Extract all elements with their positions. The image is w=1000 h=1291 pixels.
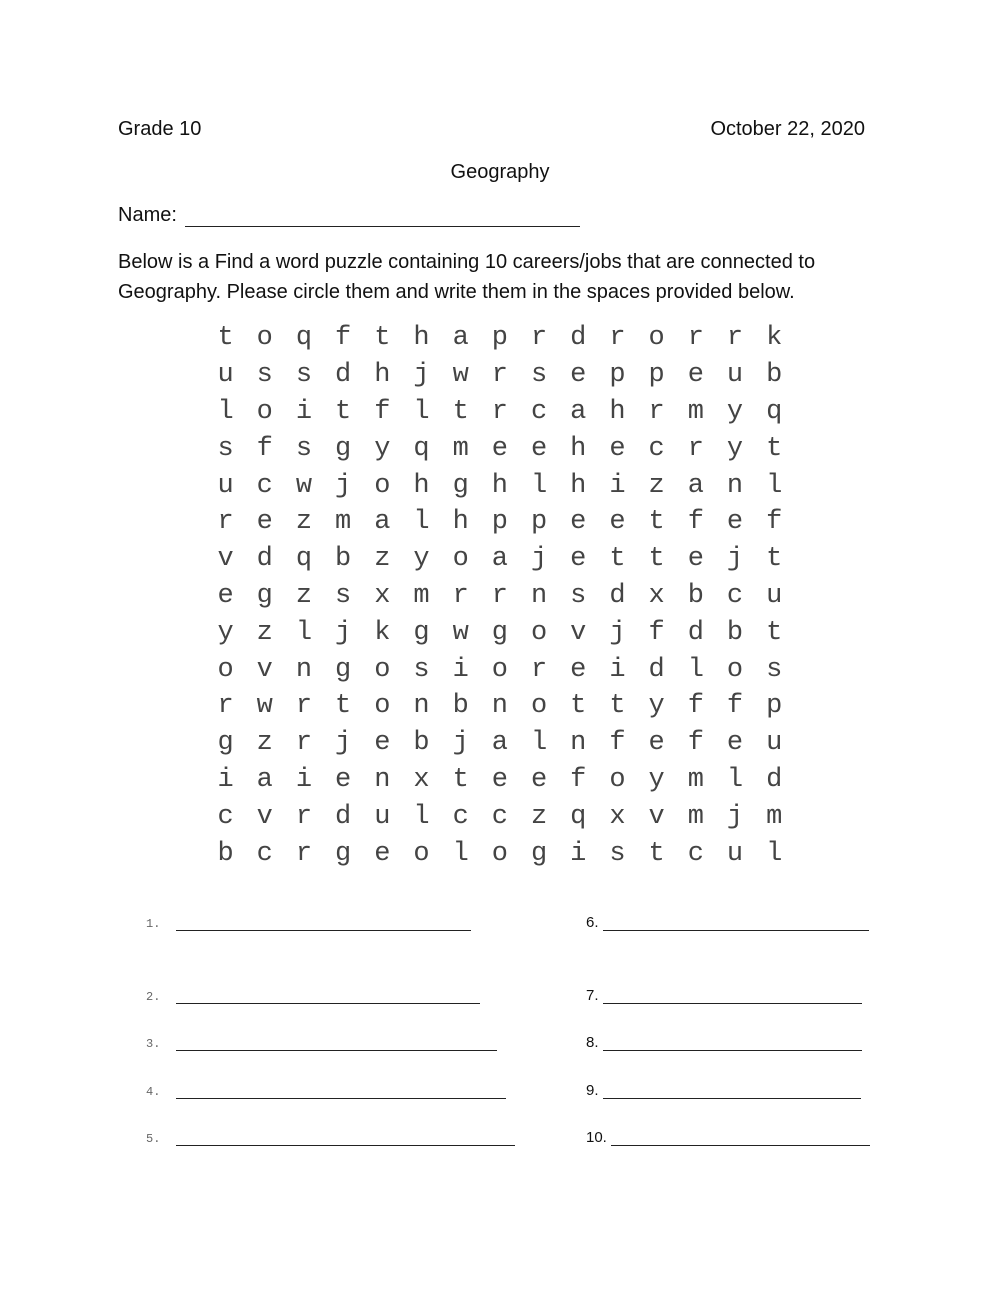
grid-letter[interactable]: t [609,691,626,722]
grid-row [206,835,794,872]
grid-letter[interactable]: j [335,470,352,501]
grid-letter[interactable]: j [452,728,469,759]
grid-letter[interactable]: t [335,396,352,427]
grid-letter[interactable]: u [217,360,234,391]
grid-letter[interactable]: l [452,838,469,869]
grid-letter[interactable]: m [687,801,704,832]
grid-letter[interactable]: t [374,323,391,354]
grid-row [206,430,794,467]
grid-letter[interactable]: z [295,507,313,538]
answer-number: 4. [146,1085,161,1099]
grid-letter[interactable]: v [256,801,273,832]
answer-line[interactable] [176,1036,497,1051]
grid-letter[interactable]: h [413,323,430,354]
answer-9 [586,1082,861,1099]
grid-letter[interactable]: o [374,470,391,501]
answer-7 [586,987,862,1004]
grid-letter[interactable]: n [413,691,430,722]
grid-letter[interactable]: i [295,396,313,427]
grid-letter[interactable]: d [335,801,352,832]
grid-letter[interactable]: c [256,838,273,869]
grid-letter[interactable]: g [413,617,430,648]
grid-row [206,614,794,651]
grid-letter[interactable]: g [530,838,548,869]
grid-row [206,394,794,431]
grid-row [206,651,794,688]
word-search-grid[interactable] [206,320,794,872]
answer-line[interactable] [603,916,869,931]
name-label: Name: [118,204,177,226]
grid-letter[interactable]: f [687,691,704,722]
grid-letter[interactable]: e [609,507,626,538]
grid-letter[interactable]: e [374,838,391,869]
grid-letter[interactable]: t [766,433,783,464]
grid-letter[interactable]: v [256,654,273,685]
grid-letter[interactable]: e [491,433,508,464]
grid-letter[interactable]: i [217,764,234,795]
answer-number: 3. [146,1037,161,1051]
grid-letter[interactable]: f [726,691,744,722]
grid-letter[interactable]: t [452,396,469,427]
grid-letter[interactable]: g [256,580,273,611]
grid-letter[interactable]: g [335,433,352,464]
grid-letter[interactable]: d [648,654,665,685]
grid-letter[interactable]: h [374,360,391,391]
grid-letter[interactable]: a [452,323,469,354]
grid-letter[interactable]: e [726,728,744,759]
grid-letter[interactable]: t [452,764,469,795]
grid-letter[interactable]: h [413,470,430,501]
grid-letter[interactable]: o [648,323,665,354]
answer-10 [586,1129,870,1146]
grid-letter[interactable]: j [335,617,352,648]
grid-letter[interactable]: z [648,470,665,501]
grid-letter[interactable]: m [452,433,469,464]
grid-letter[interactable]: o [530,617,548,648]
grid-letter[interactable]: n [726,470,744,501]
grid-letter[interactable]: j [726,544,744,575]
grid-row [206,762,794,799]
grid-letter[interactable]: y [648,691,665,722]
grid-letter[interactable]: c [726,580,744,611]
grid-letter[interactable]: z [530,801,548,832]
grid-letter[interactable]: r [452,580,469,611]
grid-letter[interactable]: a [374,507,391,538]
grid-letter[interactable]: r [217,507,234,538]
grid-letter[interactable]: e [335,764,352,795]
grid-letter[interactable]: l [413,396,430,427]
grid-letter[interactable]: v [648,801,665,832]
answer-number: 7. [586,987,599,1004]
grid-letter[interactable]: v [217,544,234,575]
grid-letter[interactable]: p [648,360,665,391]
grid-letter[interactable]: k [766,323,783,354]
grid-letter[interactable]: c [687,838,704,869]
grid-letter[interactable]: r [491,396,508,427]
answer-number: 1. [146,917,161,931]
grid-letter[interactable]: y [726,396,744,427]
grid-letter[interactable]: q [413,433,430,464]
grid-letter[interactable]: i [452,654,469,685]
grid-letter[interactable]: b [452,691,469,722]
grid-letter[interactable]: t [609,544,626,575]
grid-letter[interactable]: f [609,728,626,759]
grid-letter[interactable]: d [609,580,626,611]
grid-letter[interactable]: v [570,617,587,648]
grid-letter[interactable]: r [217,691,234,722]
grid-row [206,688,794,725]
answer-2 [146,989,480,1004]
grid-letter[interactable]: s [766,654,783,685]
grid-letter[interactable]: e [609,433,626,464]
grid-letter[interactable]: y [648,764,665,795]
grid-letter[interactable]: p [609,360,626,391]
grid-row [206,467,794,504]
grid-letter[interactable]: h [570,433,587,464]
grid-row [206,357,794,394]
grid-letter[interactable]: n [530,580,548,611]
grid-letter[interactable]: j [609,617,626,648]
grid-letter[interactable]: e [256,507,273,538]
grid-letter[interactable]: f [687,728,704,759]
grid-letter[interactable]: x [374,580,391,611]
grid-letter[interactable]: l [530,470,548,501]
grid-letter[interactable]: e [570,654,587,685]
grid-row [206,725,794,762]
grid-letter[interactable]: t [217,323,234,354]
answer-3 [146,1036,497,1051]
grid-letter[interactable]: x [413,764,430,795]
answer-number: 2. [146,990,161,1004]
answer-number: 10. [586,1129,607,1146]
grid-letter[interactable]: e [648,728,665,759]
grid-row [206,798,794,835]
grid-letter[interactable]: j [413,360,430,391]
grid-letter[interactable]: q [295,323,313,354]
grid-letter[interactable]: g [335,838,352,869]
grid-letter[interactable]: n [295,654,313,685]
answer-number: 8. [586,1034,599,1051]
grid-letter[interactable]: s [609,838,626,869]
answer-line[interactable] [611,1131,870,1146]
grid-letter[interactable]: e [374,728,391,759]
grid-letter[interactable]: y [726,433,744,464]
grid-letter[interactable]: o [413,838,430,869]
grid-letter[interactable]: s [295,433,313,464]
grid-letter[interactable]: w [256,691,273,722]
grid-letter[interactable]: b [687,580,704,611]
grid-letter[interactable]: o [374,654,391,685]
grid-letter[interactable]: f [648,617,665,648]
grid-letter[interactable]: a [256,764,273,795]
grid-letter[interactable]: l [766,838,783,869]
grid-letter[interactable]: i [609,470,626,501]
grid-letter[interactable]: u [726,838,744,869]
grid-letter[interactable]: y [217,617,234,648]
grid-letter[interactable]: b [217,838,234,869]
grid-letter[interactable]: t [648,507,665,538]
grid-letter[interactable]: o [452,544,469,575]
grid-letter[interactable]: g [217,728,234,759]
grid-letter[interactable]: m [766,801,783,832]
grid-letter[interactable]: e [570,360,587,391]
grid-letter[interactable]: t [335,691,352,722]
instructions: Below is a Find a word puzzle containing 10 careers/jobs that are connected to Geography. Please circle them and write them in the spaces provided below. [118,251,816,303]
answer-line[interactable] [176,989,480,1004]
grid-letter[interactable]: d [256,544,273,575]
grid-letter[interactable]: c [452,801,469,832]
grid-letter[interactable]: y [374,433,391,464]
answer-line[interactable] [176,916,471,931]
grid-letter[interactable]: c [256,470,273,501]
answer-line[interactable] [603,1036,862,1051]
grid-letter[interactable]: r [295,691,313,722]
grid-letter[interactable]: a [491,728,508,759]
grid-letter[interactable]: r [609,323,626,354]
grid-letter[interactable]: t [648,544,665,575]
answer-6 [586,914,869,931]
grid-letter[interactable]: a [687,470,704,501]
grid-letter[interactable]: w [295,470,313,501]
answer-number: 9. [586,1082,599,1099]
grid-letter[interactable]: i [570,838,587,869]
grid-letter[interactable]: l [530,728,548,759]
grid-letter[interactable]: a [491,544,508,575]
grid-letter[interactable]: r [491,580,508,611]
grid-letter[interactable]: f [570,764,587,795]
grid-letter[interactable]: f [374,396,391,427]
grid-letter[interactable]: w [452,617,469,648]
grid-letter[interactable]: j [726,801,744,832]
grid-letter[interactable]: f [687,507,704,538]
grid-letter[interactable]: t [766,617,783,648]
grid-letter[interactable]: m [687,396,704,427]
grid-letter[interactable]: r [648,396,665,427]
grid-letter[interactable]: q [295,544,313,575]
grid-letter[interactable]: o [256,396,273,427]
grid-letter[interactable]: u [726,360,744,391]
grid-letter[interactable]: q [766,396,783,427]
grid-letter[interactable]: h [491,470,508,501]
grid-letter[interactable]: z [295,580,313,611]
grid-letter[interactable]: s [217,433,234,464]
grid-letter[interactable]: l [687,654,704,685]
grid-letter[interactable]: d [687,617,704,648]
answer-1 [146,916,471,931]
grid-letter[interactable]: c [648,433,665,464]
answer-5 [146,1131,515,1146]
grid-letter[interactable]: t [766,544,783,575]
grid-row [206,541,794,578]
grid-letter[interactable]: e [687,360,704,391]
grid-letter[interactable]: e [570,507,587,538]
grid-letter[interactable]: o [726,654,744,685]
subject-title: Geography [450,161,550,183]
grid-letter[interactable]: r [530,654,548,685]
grid-letter[interactable]: n [491,691,508,722]
grid-letter[interactable]: c [530,396,548,427]
grid-letter[interactable]: l [413,507,430,538]
grid-letter[interactable]: s [413,654,430,685]
grid-letter[interactable]: o [491,838,508,869]
grid-letter[interactable]: f [256,433,273,464]
date-label: October 22, 2020 [710,118,865,140]
grid-letter[interactable]: u [766,728,783,759]
grid-letter[interactable]: s [256,360,273,391]
grid-letter[interactable]: r [295,728,313,759]
grid-letter[interactable]: r [491,360,508,391]
answer-line[interactable] [176,1131,515,1146]
grid-letter[interactable]: f [766,507,783,538]
grid-letter[interactable]: e [491,764,508,795]
grid-letter[interactable]: g [452,470,469,501]
grid-letter[interactable]: p [766,691,783,722]
grid-letter[interactable]: d [335,360,352,391]
grid-letter[interactable]: r [687,323,704,354]
grid-letter[interactable]: l [295,617,313,648]
grid-letter[interactable]: o [217,654,234,685]
grid-letter[interactable]: o [374,691,391,722]
grid-letter[interactable]: e [530,764,548,795]
grid-letter[interactable]: d [766,764,783,795]
grid-letter[interactable]: s [570,580,587,611]
grid-letter[interactable]: p [491,323,508,354]
grid-row [206,578,794,615]
grid-letter[interactable]: r [726,323,744,354]
answer-number: 6. [586,914,599,931]
grid-letter[interactable]: j [530,544,548,575]
answer-8 [586,1034,862,1051]
grid-letter[interactable]: r [687,433,704,464]
answer-number: 5. [146,1132,161,1146]
grid-letter[interactable]: c [491,801,508,832]
answer-line[interactable] [603,1084,861,1099]
grid-letter[interactable]: g [491,617,508,648]
grade-label: Grade 10 [118,118,202,140]
answer-4 [146,1084,506,1099]
grid-letter[interactable]: j [335,728,352,759]
grid-letter[interactable]: l [217,396,234,427]
grid-letter[interactable]: y [413,544,430,575]
grid-letter[interactable]: e [217,580,234,611]
grid-letter[interactable]: c [217,801,234,832]
grid-letter[interactable]: u [766,580,783,611]
grid-letter[interactable]: e [570,544,587,575]
grid-letter[interactable]: o [491,654,508,685]
grid-letter[interactable]: b [726,617,744,648]
grid-letter[interactable]: r [295,838,313,869]
grid-letter[interactable]: m [413,580,430,611]
grid-letter[interactable]: x [648,580,665,611]
grid-letter[interactable]: f [335,323,352,354]
grid-letter[interactable]: b [413,728,430,759]
grid-letter[interactable]: t [570,691,587,722]
grid-letter[interactable]: l [413,801,430,832]
grid-letter[interactable]: o [530,691,548,722]
name-row [118,204,580,227]
grid-letter[interactable]: z [374,544,391,575]
grid-letter[interactable]: p [491,507,508,538]
grid-letter[interactable]: l [766,470,783,501]
grid-letter[interactable]: b [335,544,352,575]
grid-letter[interactable]: r [295,801,313,832]
grid-letter[interactable]: m [335,507,352,538]
grid-letter[interactable]: k [374,617,391,648]
grid-letter[interactable]: r [530,323,548,354]
grid-letter[interactable]: g [335,654,352,685]
grid-letter[interactable]: e [687,544,704,575]
grid-letter[interactable]: l [726,764,744,795]
name-field-line[interactable] [185,204,580,227]
grid-letter[interactable]: s [530,360,548,391]
grid-letter[interactable]: e [530,433,548,464]
grid-letter[interactable]: b [766,360,783,391]
grid-letter[interactable]: x [609,801,626,832]
grid-letter[interactable]: q [570,801,587,832]
grid-letter[interactable]: i [295,764,313,795]
grid-letter[interactable]: h [452,507,469,538]
grid-letter[interactable]: h [609,396,626,427]
grid-letter[interactable]: o [609,764,626,795]
grid-letter[interactable]: m [687,764,704,795]
grid-letter[interactable]: o [256,323,273,354]
grid-letter[interactable]: u [374,801,391,832]
grid-row [206,320,794,357]
grid-letter[interactable]: w [452,360,469,391]
grid-letter[interactable]: s [295,360,313,391]
grid-letter[interactable]: z [256,728,273,759]
grid-letter[interactable]: s [335,580,352,611]
grid-letter[interactable]: a [570,396,587,427]
grid-letter[interactable]: z [256,617,273,648]
grid-letter[interactable]: t [648,838,665,869]
grid-letter[interactable]: n [570,728,587,759]
grid-letter[interactable]: i [609,654,626,685]
grid-letter[interactable]: p [530,507,548,538]
grid-row [206,504,794,541]
answer-line[interactable] [603,989,862,1004]
grid-letter[interactable]: n [374,764,391,795]
answer-line[interactable] [176,1084,506,1099]
grid-letter[interactable]: u [217,470,234,501]
grid-letter[interactable]: e [726,507,744,538]
grid-letter[interactable]: h [570,470,587,501]
grid-letter[interactable]: d [570,323,587,354]
